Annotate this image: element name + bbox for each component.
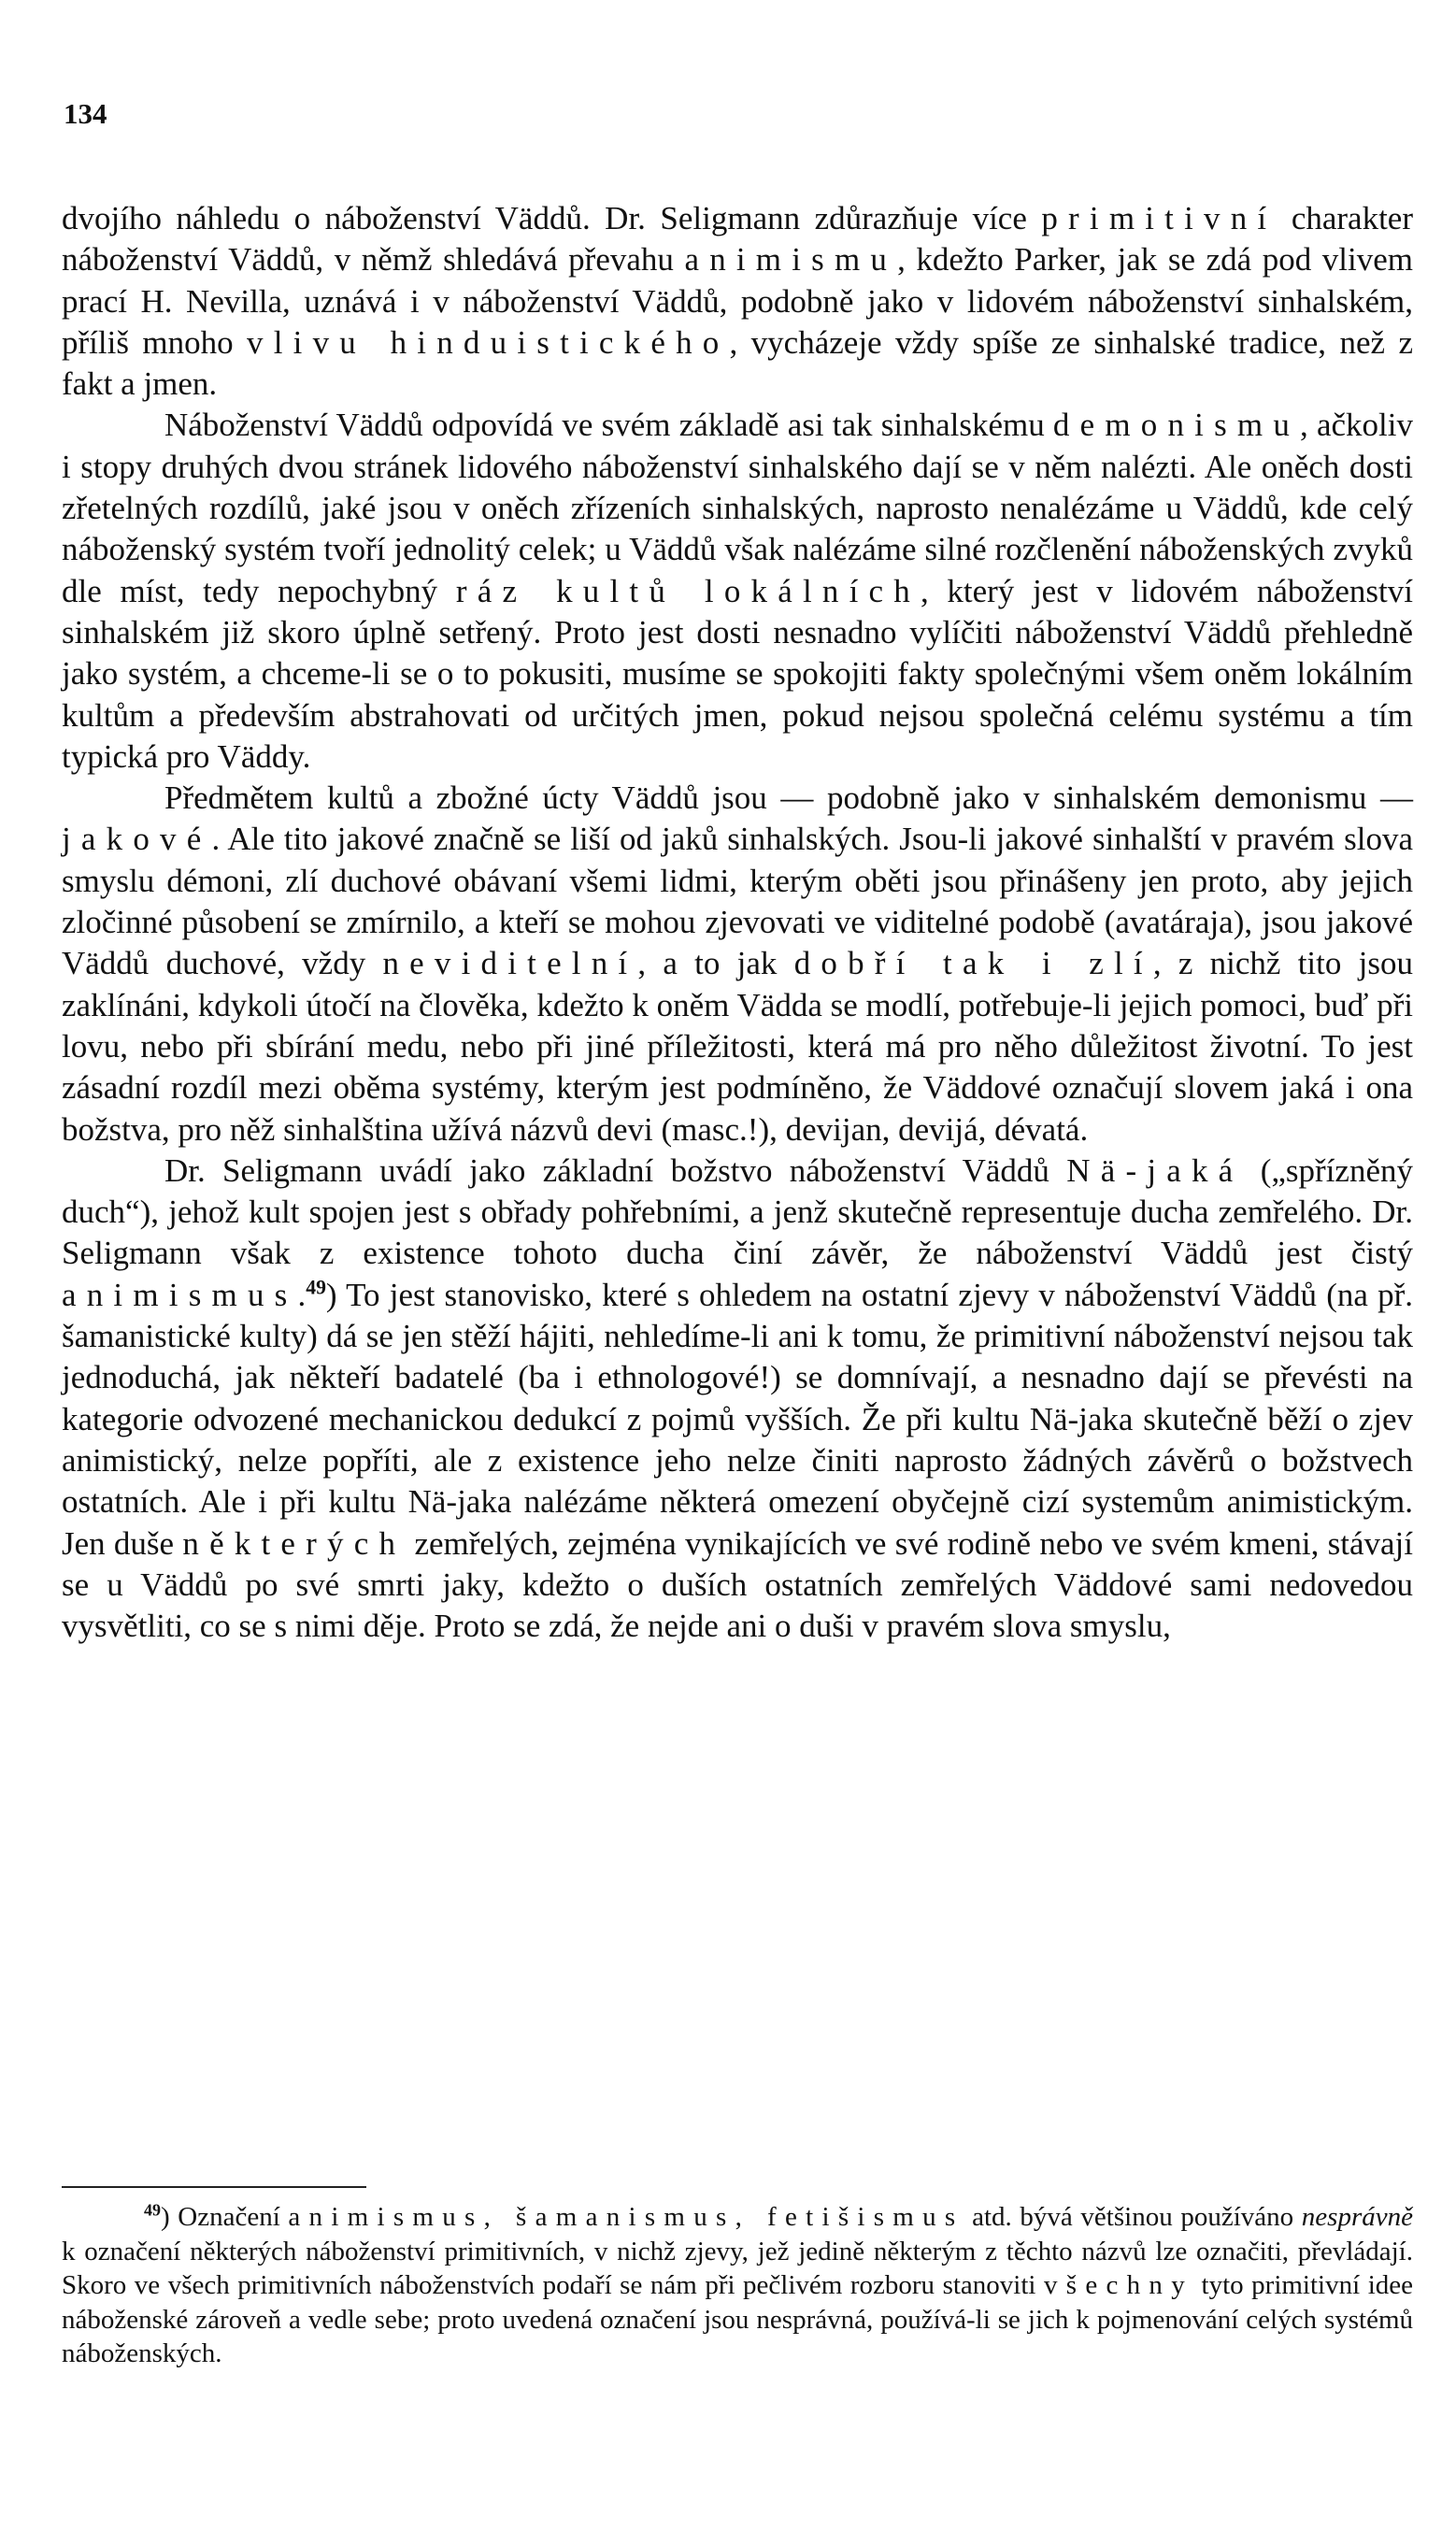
body-text xyxy=(62,198,1413,1647)
text-run: Předmětem kultů a zbožné úcty Väddů jsou — podobně jako v sinhalském demonismu — xyxy=(164,779,1413,817)
text-run: zemřelých, zejména vynikajících ve své rodině nebo ve svém kmeni, stávají se u Väddů po své smrti jaky, kdežto o duších ostatních zemřelých Väddové sami nedovedou vysvětliti, co se s nimi děje. Proto se zdá, že nejde ani o duši v pravém slova smyslu, xyxy=(62,1524,1413,1645)
text-run: , a to jak xyxy=(637,945,794,982)
paragraph xyxy=(62,1151,1413,1648)
emphasis-spaced: animismus, šamanismus, fetišismus xyxy=(288,2202,964,2232)
page-number: 134 xyxy=(64,97,107,130)
emphasis-italic: nesprávně xyxy=(1301,2202,1413,2232)
text-run: , který jest v lidovém náboženství sinhalském již skoro úplně setřený. Proto jest dosti nesnadno vylíčiti náboženství Väddů přehledně jako systém, a chceme-li se o to pokusiti, musíme se spokojiti fakty společnými všem oněm lokálním kultům a především abstrahovati od určitých jmen, pokud nejsou společná celému systému a tím typická pro Väddy. xyxy=(62,572,1413,775)
emphasis-spaced: vlivu hinduistického xyxy=(247,323,730,361)
emphasis-spaced: demonismu xyxy=(1052,407,1301,444)
text-run: , ačkoliv i stopy druhých dvou stránek lidového náboženství sinhalského dají se v něm nalézti. Ale oněch dosti zřetelných rozdílů, jaké jsou v oněch zřízeních sinhalských, naprosto nenalézáme u Väddů, kde celý náboženský systém tvoří jednolitý celek; u Väddů však nalézáme silné rozčlenění náboženských zvyků dle míst, tedy nepochybný xyxy=(62,407,1413,609)
footnote xyxy=(62,2200,1413,2371)
emphasis-spaced: některých xyxy=(182,1524,407,1562)
text-run: , kdežto Parker, jak se zdá pod vlivem prací H. Nevilla, uznává i v náboženství Väddů, podobně jako v lidovém náboženství sinhalském, příliš mnoho xyxy=(62,241,1413,361)
text-run: („spřízněný duch“), jehož kult spojen jest s obřady pohřebními, a jenž skutečně representuje ducha zemřelého. Dr. Seligmann však z existence tohoto ducha činí závěr, že náboženství Väddů jest čistý xyxy=(62,1151,1413,1272)
text-run: atd. bývá většinou používáno xyxy=(964,2202,1302,2232)
emphasis-spaced: jakové xyxy=(62,821,212,858)
text-run: ) Označení xyxy=(160,2202,289,2232)
paragraph xyxy=(62,198,1413,405)
emphasis-spaced: ráz kultů lokálních xyxy=(455,572,921,609)
text-run: . xyxy=(297,1276,307,1313)
footnote-reference: 49 xyxy=(144,2200,161,2220)
footnote-reference: 49 xyxy=(306,1276,326,1299)
text-run: ) To jest stanovisko, které s ohledem na ostatní zjevy v náboženství Väddů (na př. šamanistické kulty) dá se jen stěží hájiti, nehledíme-li ani k tomu, že primitivní náboženství nejsou tak jednoduchá, jak někteří badatelé (ba i ethnologové!) se domnívají, a nesnadno dají se převésti na kategorie odvozené mechanickou dedukcí z pojmů vyšších. Že při kultu Nä-jaka skutečně běží o zjev animistický, nelze popříti, ale z existence jeho nelze činiti naprosto žádných závěrů o božstvech ostatních. Ale i při kultu Nä-jaka nalézáme některá omezení obyčejně cizí systemům animistickým. Jen duše xyxy=(62,1276,1413,1562)
emphasis-spaced: neviditelní xyxy=(382,945,638,982)
text-run: dvojího náhledu o náboženství Väddů. Dr. Seligmann zdůrazňuje více xyxy=(62,200,1042,236)
text-run: . Ale tito jakové značně se liší od jaků sinhalských. Jsou-li jakové sinhalští v pravém slova smyslu démoni, zlí duchové obávaní všemi lidmi, kterým oběti jsou přinášeny jen proto, aby jejich zločinné působení se zmírnilo, a kteří se mohou zjevovati ve viditelné podobě (avatáraja), jsou jakové Väddů duchové, vždy xyxy=(62,821,1413,982)
emphasis-spaced: animismus xyxy=(62,1276,298,1313)
emphasis-spaced: animismu xyxy=(684,241,898,279)
emphasis-spaced: primitivní xyxy=(1041,200,1278,236)
paragraph xyxy=(62,405,1413,778)
paragraph xyxy=(62,778,1413,1151)
emphasis-spaced: všechny xyxy=(1044,2270,1193,2300)
text-run: Náboženství Väddů odpovídá ve svém základě asi tak sinhalskému xyxy=(164,407,1053,444)
footnote-divider xyxy=(62,2186,366,2188)
text-run: , vycházeje vždy spíše ze sinhalské tradice, než z fakt a jmen. xyxy=(62,323,1413,403)
text-run: Dr. Seligmann uvádí jako základní božstvo náboženství Väddů xyxy=(164,1151,1067,1189)
emphasis-spaced: dobří tak i zlí xyxy=(793,945,1153,982)
text-run: tyto primitivní idee náboženské zároveň a vedle sebe; proto uvedená označení jsou nesprávná, používá-li se jich k pojmenování celých systémů náboženských. xyxy=(62,2270,1413,2368)
text-run: charakter náboženství Väddů, v němž shledává převahu xyxy=(62,200,1413,279)
text-run: , z nichž tito jsou zaklínáni, kdykoli útočí na člověka, kdežto k oněm Vädda se modlí, potřebuje-li jejich pomoci, buď při lovu, nebo při sbírání medu, nebo při jiné příležitosti, která má pro něho důležitost životní. To jest zásadní rozdíl mezi oběma systémy, kterým jest podmíněno, že Väddové označují slovem jaká i ona božstva, pro něž sinhalština užívá názvů devi (masc.!), devijan, devijá, dévatá. xyxy=(62,945,1413,1148)
emphasis-spaced: Nä-jaká xyxy=(1066,1151,1244,1189)
text-run: k označení některých náboženství primitivních, v nichž zjevy, jež jedině některým z těchto názvů lze označiti, převládají. Skoro ve všech primitivních náboženstvích podaří se nám při pečlivém rozboru stanoviti xyxy=(62,2236,1413,2300)
